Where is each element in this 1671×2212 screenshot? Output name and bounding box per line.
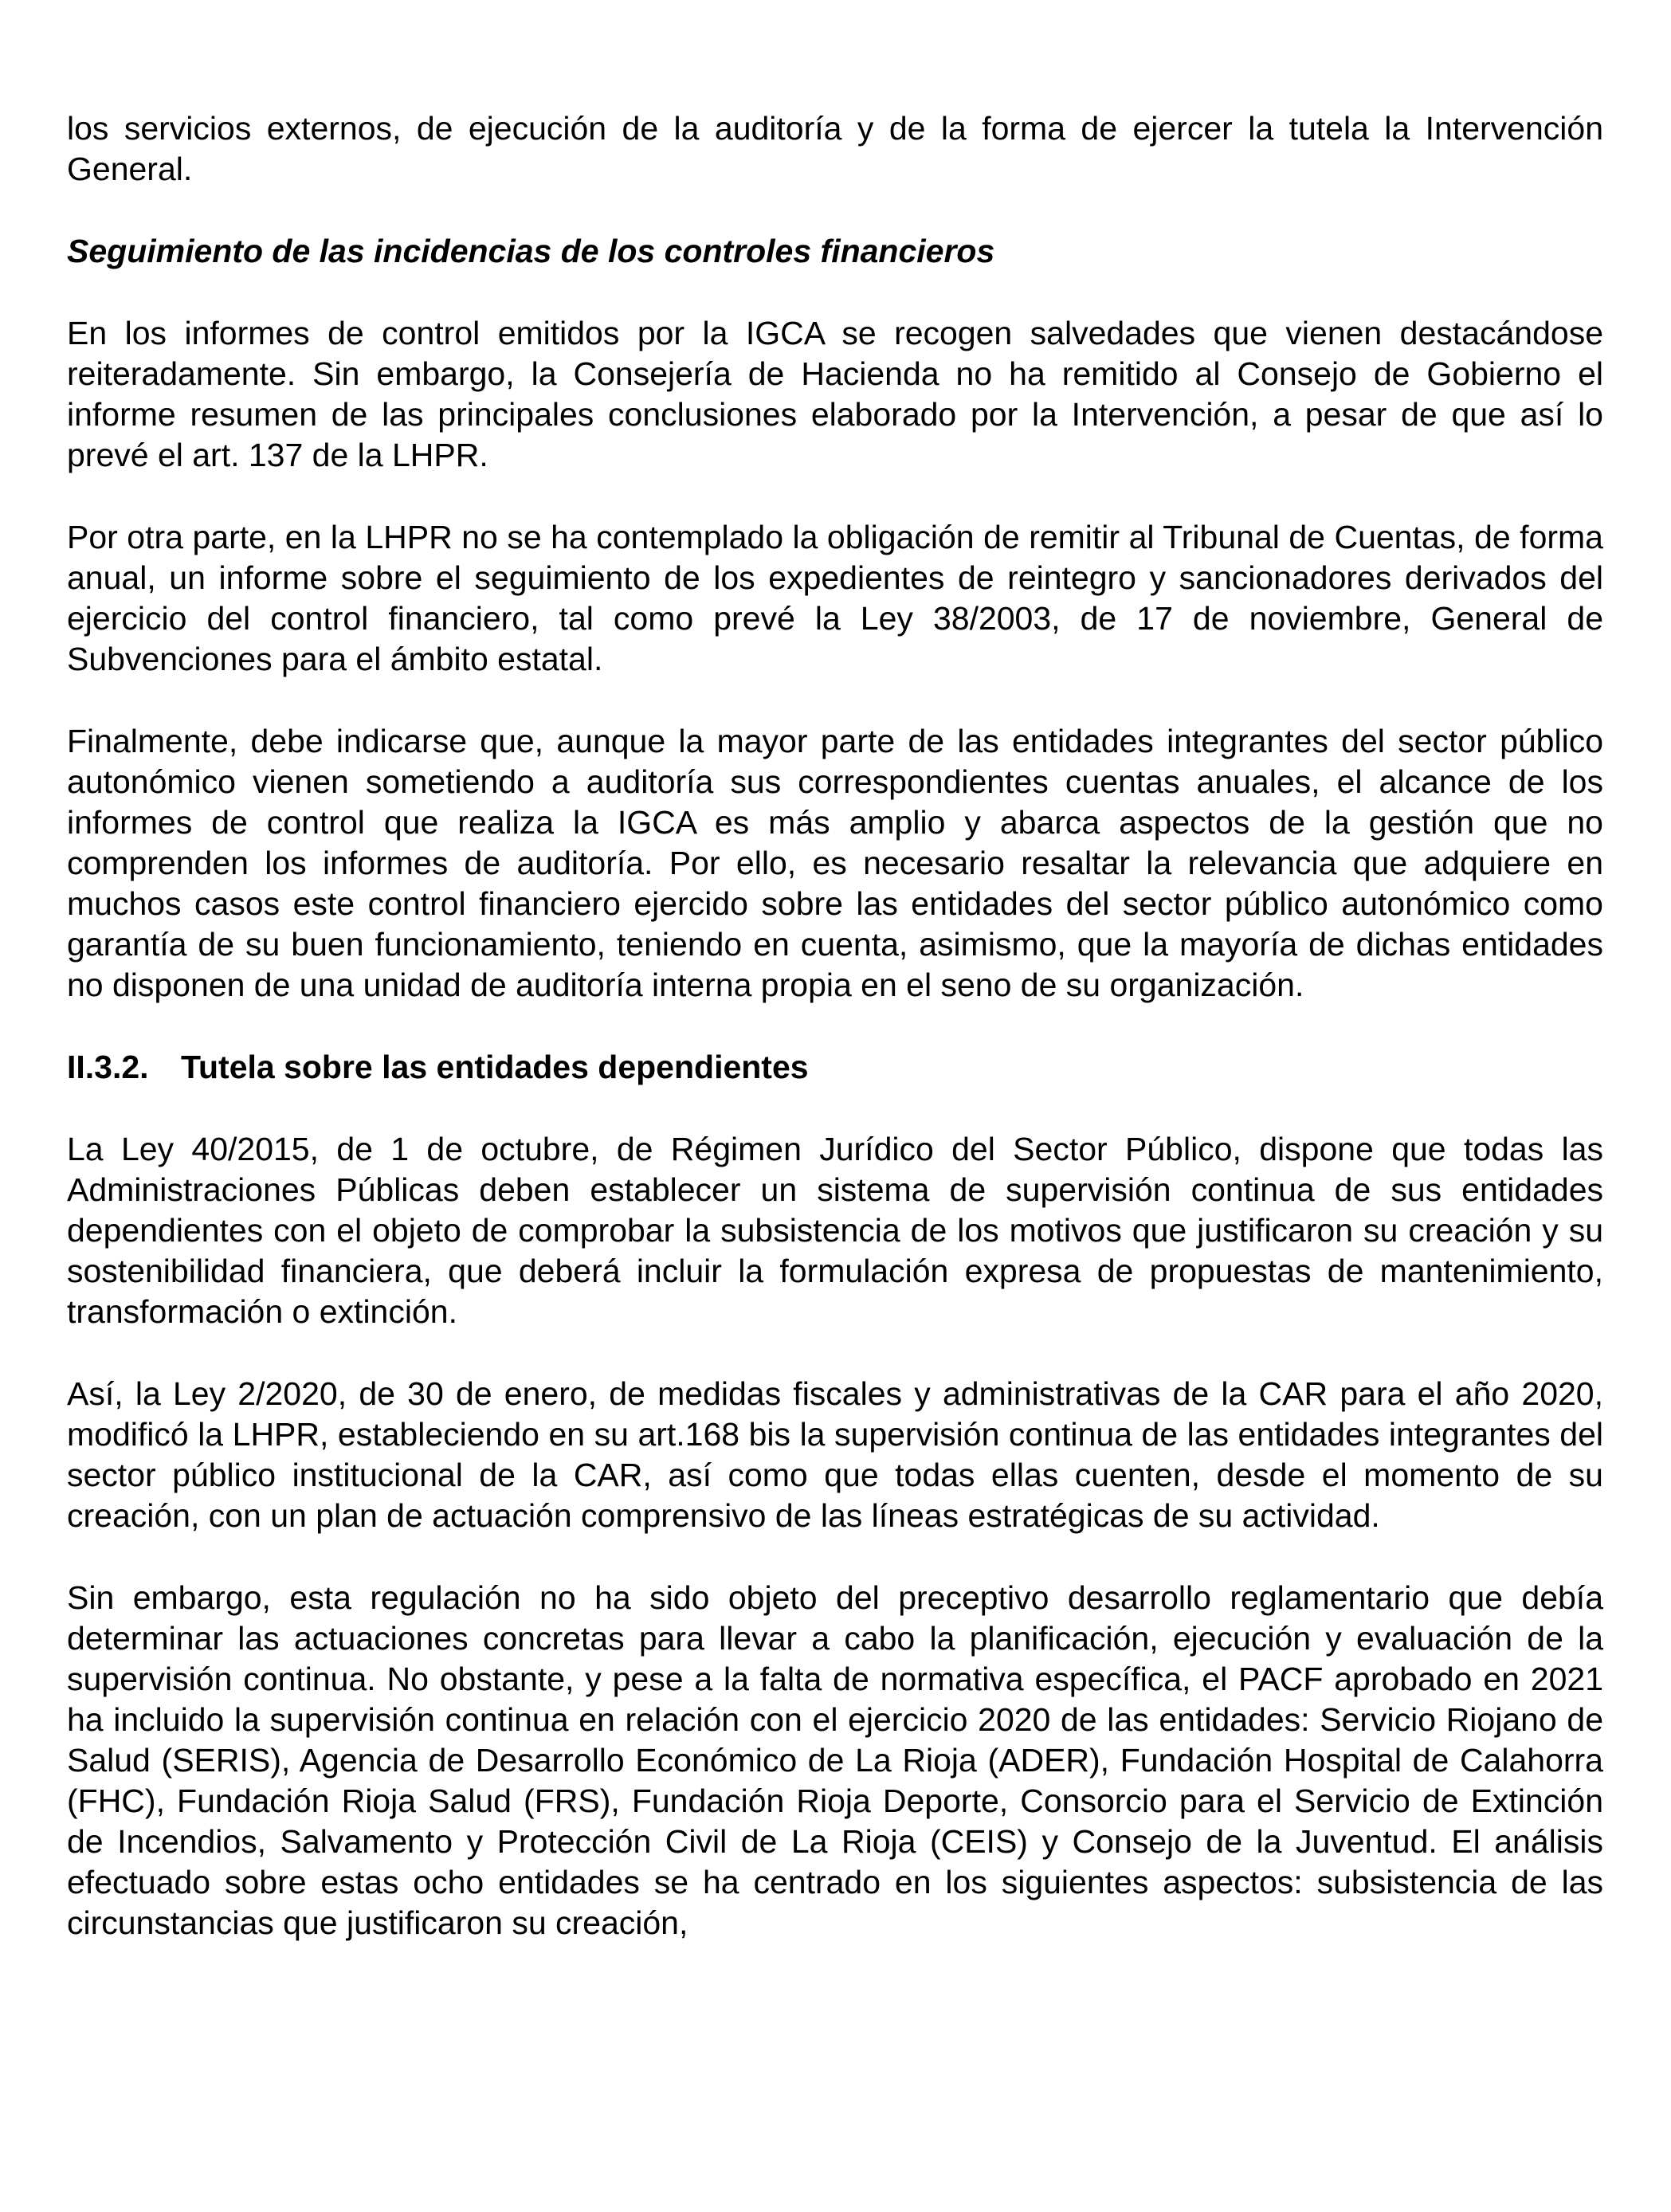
section-heading: [67, 1047, 1603, 1088]
paragraph-continuation: los servicios externos, de ejecución de la auditoría y de la forma de ejercer la tutela la Intervención General.: [67, 110, 1603, 187]
paragraph-sin-embargo: Sin embargo, esta regulación no ha sido objeto del preceptivo desarrollo reglamentario que debía determinar las actuaciones concretas para llevar a cabo la planificación, ejecución y evaluación de la supervisión continua. No obstante, y pese a la falta de normativa específica, el PACF aprobado en 2021 ha incluido la supervisión continua en relación con el ejercicio 2020 de las entidades: Servicio Riojano de Salud (SERIS), Agencia de Desarrollo Económico de La Rioja (ADER), Fundación Hospital de Calahorra (FHC), Fundación Rioja Salud (FRS), Fundación Rioja Deporte, Consorcio para el Servicio de Extinción de Incendios, Salvamento y Protección Civil de La Rioja (CEIS) y Consejo de la Juventud. El análisis efectuado sobre estas ocho entidades se ha centrado en los siguientes aspectos: subsistencia de las circunstancias que justificaron su creación,: [67, 1579, 1603, 1941]
paragraph-ley-40-2015: La Ley 40/2015, de 1 de octubre, de Régimen Jurídico del Sector Público, dispone que todas las Administraciones Públicas deben establecer un sistema de supervisión continua de sus entidades dependientes con el objeto de comprobar la subsistencia de los motivos que justificaron su creación y su sostenibilidad financiera, que deberá incluir la formulación expresa de propuestas de mantenimiento, transformación o extinción.: [67, 1131, 1603, 1330]
paragraph-ley-2-2020: Así, la Ley 2/2020, de 30 de enero, de medidas fiscales y administrativas de la CAR para el año 2020, modificó la LHPR, estableciendo en su art.168 bis la supervisión continua de las entidades integrantes del sector público institucional de la CAR, así como que todas ellas cuenten, desde el momento de su creación, con un plan de actuación comprensivo de las líneas estratégicas de su actividad.: [67, 1375, 1603, 1534]
section-number: II.3.2.: [67, 1049, 149, 1085]
subheading-seguimiento: Seguimiento de las incidencias de los controles financieros: [67, 233, 995, 269]
section-title: Tutela sobre las entidades dependientes: [181, 1049, 809, 1085]
paragraph-tribunal-cuentas: Por otra parte, en la LHPR no se ha contemplado la obligación de remitir al Tribunal de Cuentas, de forma anual, un informe sobre el seguimiento de los expedientes de reintegro y sancionadores derivados del ejercicio del control financiero, tal como prevé la Ley 38/2003, de 17 de noviembre, General de Subvenciones para el ámbito estatal.: [67, 519, 1603, 677]
paragraph-finalmente: Finalmente, debe indicarse que, aunque la mayor parte de las entidades integrantes del sector público autonómico vienen sometiendo a auditoría sus correspondientes cuentas anuales, el alcance de los informes de control que realiza la IGCA es más amplio y abarca aspectos de la gestión que no comprenden los informes de auditoría. Por ello, es necesario resaltar la relevancia que adquiere en muchos casos este control financiero ejercido sobre las entidades del sector público autonómico como garantía de su buen funcionamiento, teniendo en cuenta, asimismo, que la mayoría de dichas entidades no disponen de una unidad de auditoría interna propia en el seno de su organización.: [67, 723, 1603, 1003]
document-body: [67, 108, 1603, 1943]
paragraph-informes-control: En los informes de control emitidos por la IGCA se recogen salvedades que vienen destacándose reiteradamente. Sin embargo, la Consejería de Hacienda no ha remitido al Consejo de Gobierno el informe resumen de las principales conclusiones elaborado por la Intervención, a pesar de que así lo prevé el art. 137 de la LHPR.: [67, 315, 1603, 473]
